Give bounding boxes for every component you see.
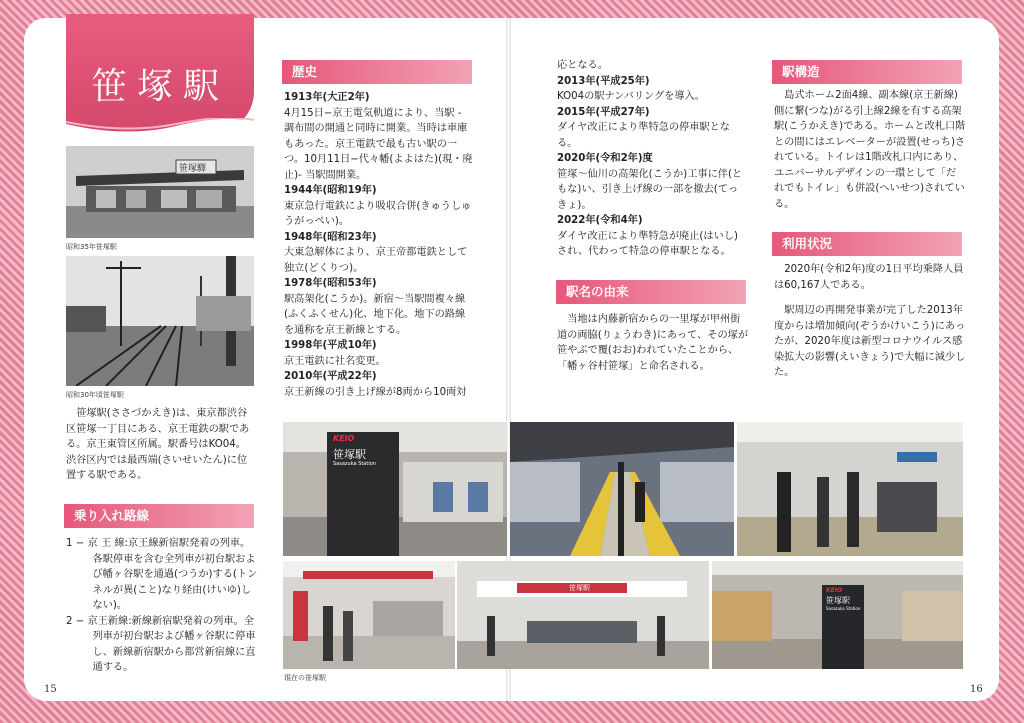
history-text: 応となる。 — [557, 60, 608, 71]
history-year: 2010年(平成22年) — [284, 371, 377, 382]
caption-showa35: 昭和35年笹塚駅 — [66, 243, 117, 251]
routes-list — [66, 536, 258, 676]
photo-station-sign — [283, 422, 507, 556]
photo-gate-area — [457, 561, 709, 669]
station-title-banner — [66, 14, 254, 132]
route-item-keio: 1 − 京 王 線:京王線新宿駅発着の列車。各駅停車を含む全列車が初台駅および幡ヶ谷駅を通過(つうか)する(トンネルが異(こと)なり経由(けいゆ)しない)。 — [66, 538, 258, 611]
photo-platform — [510, 422, 734, 556]
usage-text-2: 駅周辺の再開発事業が完了した2013年度からは増加傾向(ぞうかけいこう)にあったが、2020年度は新型コロナウイルス感染拡大の影響(えいきょう)で大幅に減少した。 — [774, 305, 966, 378]
routes-heading: 乗り入れ路線 — [64, 504, 254, 528]
history-text: ダイヤ改正により準特急が廃止(はいし)され、代わって特急の停車駅となる。 — [557, 230, 738, 257]
old-station-sign: 笹塚驛 — [179, 164, 207, 174]
history-text: 笹塚〜仙川の高架化(こうか)工事に伴(ともな)い、引き上げ線の一部を撤去(てっきょ)。 — [557, 168, 743, 211]
history-text: 大東急解体により、京王帝都電鉄として独立(どくりつ)。 — [284, 247, 468, 274]
station-sign-name: 笹塚駅 — [333, 448, 366, 461]
passage-sign-romaji: Sasazuka Station — [826, 606, 861, 611]
origin-heading: 駅名の由来 — [556, 280, 746, 304]
page-number-right: 16 — [970, 684, 983, 695]
wave-decoration — [66, 118, 254, 138]
history-list — [284, 90, 474, 400]
structure-text: 島式ホーム2面4線、副本線(京王新線)側に繋(つな)がる引上線2線を有する高架駅(こうかえき)である。ホームと改札口階との間にはエレベーターが設置(せっち)されている。トイレは1階改札口内にあり、ユニバーサルデザインの一環として「だれでもトイレ」も併設(へいせつ)されている。 — [774, 90, 966, 210]
route-item-keio-new: 2 − 京王新線:新線新宿駅発着の列車。全列車が初台駅および幡ヶ谷駅に停車し、新線新宿駅から都営新宿線に直通する。 — [66, 615, 256, 673]
caption-showa30: 昭和30年頃笹塚駅 — [66, 391, 124, 399]
history-year: 1913年(大正2年) — [284, 92, 370, 103]
history-year: 1978年(昭和53年) — [284, 278, 377, 289]
photo-showa30-tracks — [66, 256, 254, 386]
history-year: 2013年(平成25年) — [557, 75, 650, 87]
history-heading: 歴史 — [282, 60, 472, 84]
usage-text-1: 2020年(令和2年)度の1日平均乗降人員は60,167人である。 — [774, 264, 964, 291]
history-year: 1998年(平成10年) — [284, 340, 377, 351]
photo-ticket-gates — [283, 561, 455, 669]
origin-text: 当地は内藤新宿からの一里塚が甲州街道の両脇(りょうわき)にあって、その塚が笹やぶで覆(おお)われていたことから、「幡ヶ谷村笹塚」と命名される。 — [557, 314, 749, 372]
history-year: 1948年(昭和23年) — [284, 231, 377, 243]
photo-underground-passage — [712, 561, 963, 669]
passage-sign-name: 笹塚駅 — [826, 596, 850, 605]
history-text: 京王新線の引き上げ線が8両から10両対 — [284, 386, 467, 398]
photo-showa35-station — [66, 146, 254, 238]
history-year: 2015年(平成27年) — [557, 106, 650, 118]
gate-sign-name: 笹塚駅 — [569, 584, 590, 592]
caption-current: 現在の笹塚駅 — [284, 674, 326, 682]
history-text: KO04の駅ナンバリングを導入。 — [557, 91, 705, 102]
history-year: 2022年(令和4年) — [557, 215, 643, 226]
usage-text — [774, 262, 966, 381]
passage-keio-logo: KEIO — [826, 587, 843, 594]
page-title: 笹塚駅 — [90, 66, 229, 107]
history-text: 4月15日−京王電気軌道により、当駅 - 調布間の開通と同時に開業。当時は車庫もあった。京王電鉄で最も古い駅の一つ。10月11日−代々幡(よよはた)(現・廃止)- 当駅間開業。 — [284, 107, 473, 181]
history-text: 駅高架化(こうか)。新宿〜当駅間複々線(ふくふくせん)化、地下化。地下の路線を通称を京王新線とする。 — [284, 293, 466, 336]
photo-concourse-crowd — [737, 422, 963, 556]
keio-logo: KEIO — [333, 434, 355, 443]
history-text: 京王電鉄に社名変更。 — [284, 355, 386, 367]
history-list-cont — [557, 58, 747, 260]
usage-heading: 利用状況 — [772, 232, 962, 256]
history-year: 1944年(昭和19年) — [284, 185, 377, 196]
structure-heading: 駅構造 — [772, 60, 962, 84]
history-text: 東京急行電鉄により吸収合併(きゅうしゅうがっぺい)。 — [284, 200, 472, 227]
page-number-left: 15 — [44, 684, 57, 695]
history-text: ダイヤ改正により準特急の停車駅となる。 — [557, 122, 730, 149]
intro-text: 笹塚駅(ささづかえき)は、東京都渋谷区笹塚一丁目にある、京王電鉄の駅である。京王東管区所属。駅番号はKO04。渋谷区内では最西端(さいせいたん)に位置する駅である。 — [66, 408, 250, 481]
station-sign-romaji: Sasazuka Station — [333, 461, 376, 467]
history-year: 2020年(令和2年)度 — [557, 153, 653, 164]
